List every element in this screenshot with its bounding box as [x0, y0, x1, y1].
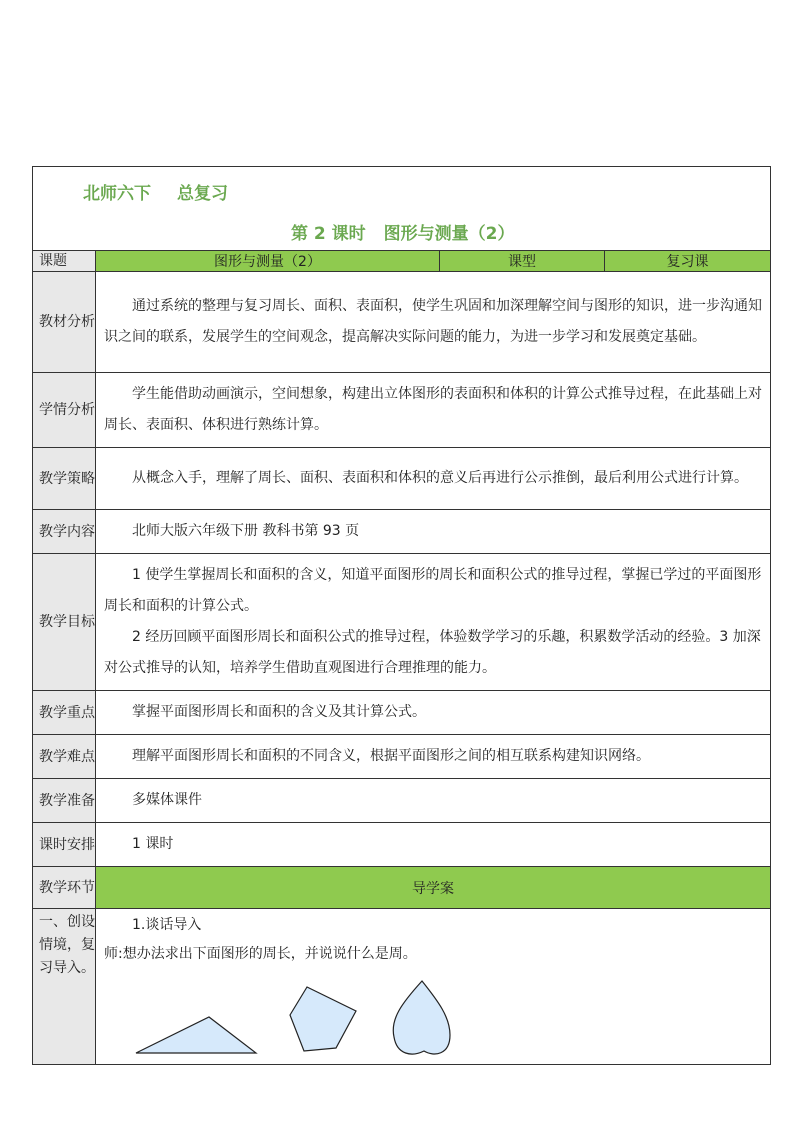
row-content: [96, 779, 771, 823]
row-text: 北师大版六年级下册 教科书第 93 页: [132, 523, 360, 539]
row-text: 掌握平面图形周长和面积的含义及其计算公式。: [132, 704, 426, 720]
row-text: 2 经历回顾平面图形周长和面积公式的推导过程，体验数学学习的乐趣，积累数学活动的经验。3 加深对公式推导的认知，培养学生借助直观图进行合理推理的能力。: [104, 629, 761, 676]
header-cell: [33, 167, 771, 251]
row-label: 教学内容: [33, 510, 96, 554]
type-label: 课型: [440, 251, 605, 272]
row-text: 理解平面图形周长和面积的不同含义，根据平面图形之间的相互联系构建知识网络。: [132, 748, 650, 764]
step-text: 师:想办法求出下面图形的周长，并说说什么是周。: [104, 946, 417, 962]
step-label: 一、创设情境，复习导入。: [33, 909, 96, 1065]
row-schedule: [33, 823, 771, 867]
row-label: 教材分析: [33, 272, 96, 373]
row-label: 教学策略: [33, 448, 96, 510]
row-objectives: [33, 554, 771, 691]
row-content-scope: [33, 510, 771, 554]
type-value: 复习课: [605, 251, 771, 272]
row-text: 1 课时: [132, 836, 174, 852]
triangle-shape: [136, 1017, 256, 1053]
row-content: [96, 510, 771, 554]
row-content: [96, 448, 771, 510]
lesson-number: 第 2 课时: [291, 224, 366, 244]
row-text: 学生能借助动画演示，空间想象，构建出立体图形的表面积和体积的计算公式推导过程，在此基础上对周长、表面积、体积进行熟练计算。: [104, 386, 762, 433]
row-label: 学情分析: [33, 373, 96, 448]
row-text: 从概念入手，理解了周长、面积、表面积和体积的意义后再进行公示推倒，最后利用公式进行计算。: [132, 470, 748, 486]
row-content: [96, 735, 771, 779]
row-text: 多媒体课件: [132, 792, 202, 808]
step-content: [96, 909, 771, 1065]
shapes-figure: [104, 969, 762, 1064]
unit-name: 总复习: [177, 184, 228, 204]
step-heading: 1.谈话导入: [132, 917, 202, 933]
row-content: [96, 272, 771, 373]
row-label: 课时安排: [33, 823, 96, 867]
row-text: 通过系统的整理与复习周长、面积、表面积，使学生巩固和加深理解空间与图形的知识，进一步沟通知识之间的联系，发展学生的空间观念，提高解决实际问题的能力，为进一步学习和发展奠定基础。: [104, 298, 762, 345]
topic-title: 图形与测量（2）: [96, 251, 440, 272]
row-student-analysis: [33, 373, 771, 448]
row-label: 教学准备: [33, 779, 96, 823]
row-content: [96, 823, 771, 867]
row-content: [96, 691, 771, 735]
topic-row: [33, 251, 771, 272]
row-step-1: [33, 909, 771, 1065]
shapes-svg: [132, 975, 552, 1057]
row-strategy: [33, 448, 771, 510]
row-difficulty: [33, 735, 771, 779]
row-preparation: [33, 779, 771, 823]
pentagon-shape: [290, 987, 356, 1051]
lesson-plan: [32, 166, 770, 1065]
lesson-plan-table: [32, 166, 771, 1065]
lesson-name: 图形与测量（2）: [383, 224, 515, 244]
lesson-title: [291, 219, 533, 244]
row-content: [96, 554, 771, 691]
row-text: 1 使学生掌握周长和面积的含义，知道平面图形的周长和面积公式的推导过程，掌握已学过的平面图形周长和面积的计算公式。: [104, 567, 762, 614]
section-title: 导学案: [96, 867, 771, 909]
topic-label: 课题: [33, 251, 96, 272]
row-content: [96, 373, 771, 448]
series-title: [83, 179, 254, 204]
row-key-point: [33, 691, 771, 735]
row-label: 教学难点: [33, 735, 96, 779]
row-material-analysis: [33, 272, 771, 373]
row-label: 教学目标: [33, 554, 96, 691]
section-row: [33, 867, 771, 909]
drop-shape: [393, 981, 450, 1054]
section-label: 教学环节: [33, 867, 96, 909]
row-label: 教学重点: [33, 691, 96, 735]
series-name: 北师六下: [83, 184, 151, 204]
